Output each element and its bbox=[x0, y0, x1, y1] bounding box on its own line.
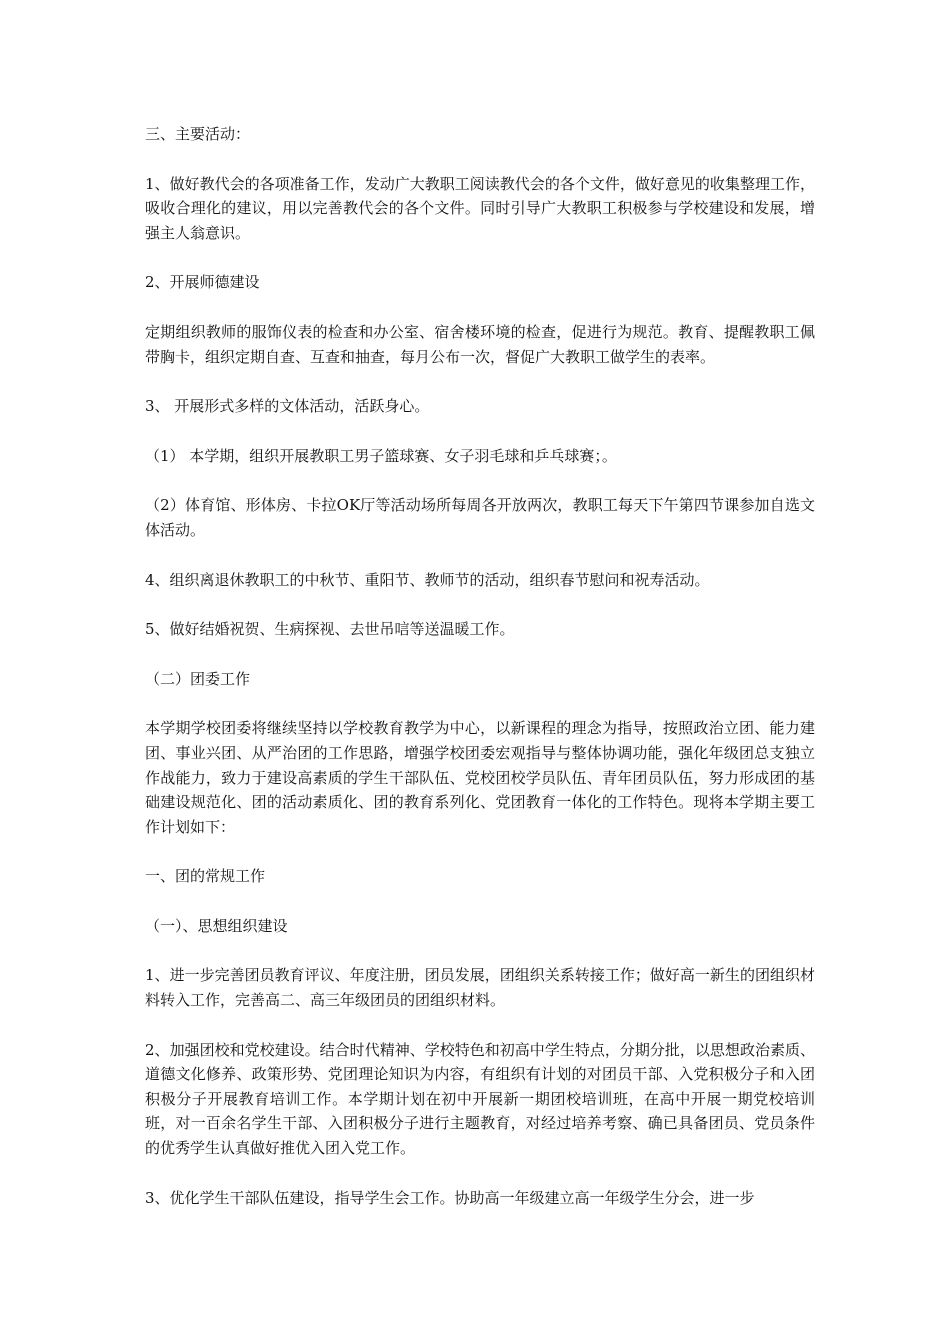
paragraph-league-intro: 本学期学校团委将继续坚持以学校教育教学为中心，以新课程的理念为指导，按照政治立团、能力建团、事业兴团、从严治团的工作思路，增强学校团委宏观指导与整体协调功能，强化年级团总支独立作战能力，致力于建设高素质的学生干部队伍、党校团校学员队伍、青年团员队伍，努力形成团的基础建设规范化、团的活动素质化、团的教育系列化、党团教育一体化的工作特色。现将本学期主要工作计划如下： bbox=[145, 719, 815, 836]
paragraph-org-item-1: 1、进一步完善团员教育评议、年度注册，团员发展，团组织关系转接工作；做好高一新生的团组织材料转入工作，完善高二、高三年级团员的团组织材料。 bbox=[145, 966, 815, 1010]
paragraph-item-5: 5、做好结婚祝贺、生病探视、去世吊唁等送温暖工作。 bbox=[145, 620, 515, 639]
paragraph-org-item-2: 2、加强团校和党校建设。结合时代精神、学校特色和初高中学生特点，分期分批，以思想政治素质、道德文化修养、政策形势、党团理论知识为内容，有组织有计划的对团员干部、入党积极分子和入团积极分子开展教育培训工作。本学期计划在初中开展新一期团校培训班，在高中开展一期党校培训班，对一百余名学生干部、入团积极分子进行主题教育，对经过培养考察、确已具备团员、党员条件的优秀学生认真做好推优入团入党工作。 bbox=[145, 1040, 815, 1158]
paragraph-item-1: 1、做好教代会的各项准备工作，发动广大教职工阅读教代会的各个文件，做好意见的收集整理工作，吸收合理化的建议，用以完善教代会的各个文件。同时引导广大教职工积极参与学校建设和发展，增强主人翁意识。 bbox=[145, 174, 815, 242]
section-heading-routine-work: 一、团的常规工作 bbox=[145, 867, 266, 886]
paragraph-item-3-heading: 3、 开展形式多样的文体活动，活跃身心。 bbox=[145, 397, 430, 416]
paragraph-item-4: 4、组织离退休教职工的中秋节、重阳节、教师节的活动，组织春节慰问和祝寿活动。 bbox=[145, 570, 710, 589]
document-body bbox=[145, 122, 815, 1235]
paragraph-subitem-2: （2）体育馆、形体房、卡拉OK厅等活动场所每周各开放两次，教职工每天下午第四节课参加自选文体活动。 bbox=[145, 496, 815, 539]
paragraph-item-2-heading: 2、开展师德建设 bbox=[145, 273, 260, 292]
section-heading-youth-league: （二）团委工作 bbox=[145, 669, 251, 688]
subsection-heading-organization: （一）、思想组织建设 bbox=[145, 916, 288, 935]
paragraph-org-item-3: 3、优化学生干部队伍建设，指导学生会工作。协助高一年级建立高一年级学生分会，进一步 bbox=[145, 1188, 755, 1207]
paragraph-ethics-details: 定期组织教师的服饰仪表的检查和办公室、宿舍楼环境的检查，促进行为规范。教育、提醒教职工佩带胸卡，组织定期自查、互查和抽查，每月公布一次，督促广大教职工做学生的表率。 bbox=[145, 322, 815, 366]
section-heading-main-activities: 三、主要活动： bbox=[145, 125, 251, 143]
paragraph-subitem-1: （1） 本学期，组织开展教职工男子篮球赛、女子羽毛球和乒乓球赛；。 bbox=[145, 446, 617, 465]
